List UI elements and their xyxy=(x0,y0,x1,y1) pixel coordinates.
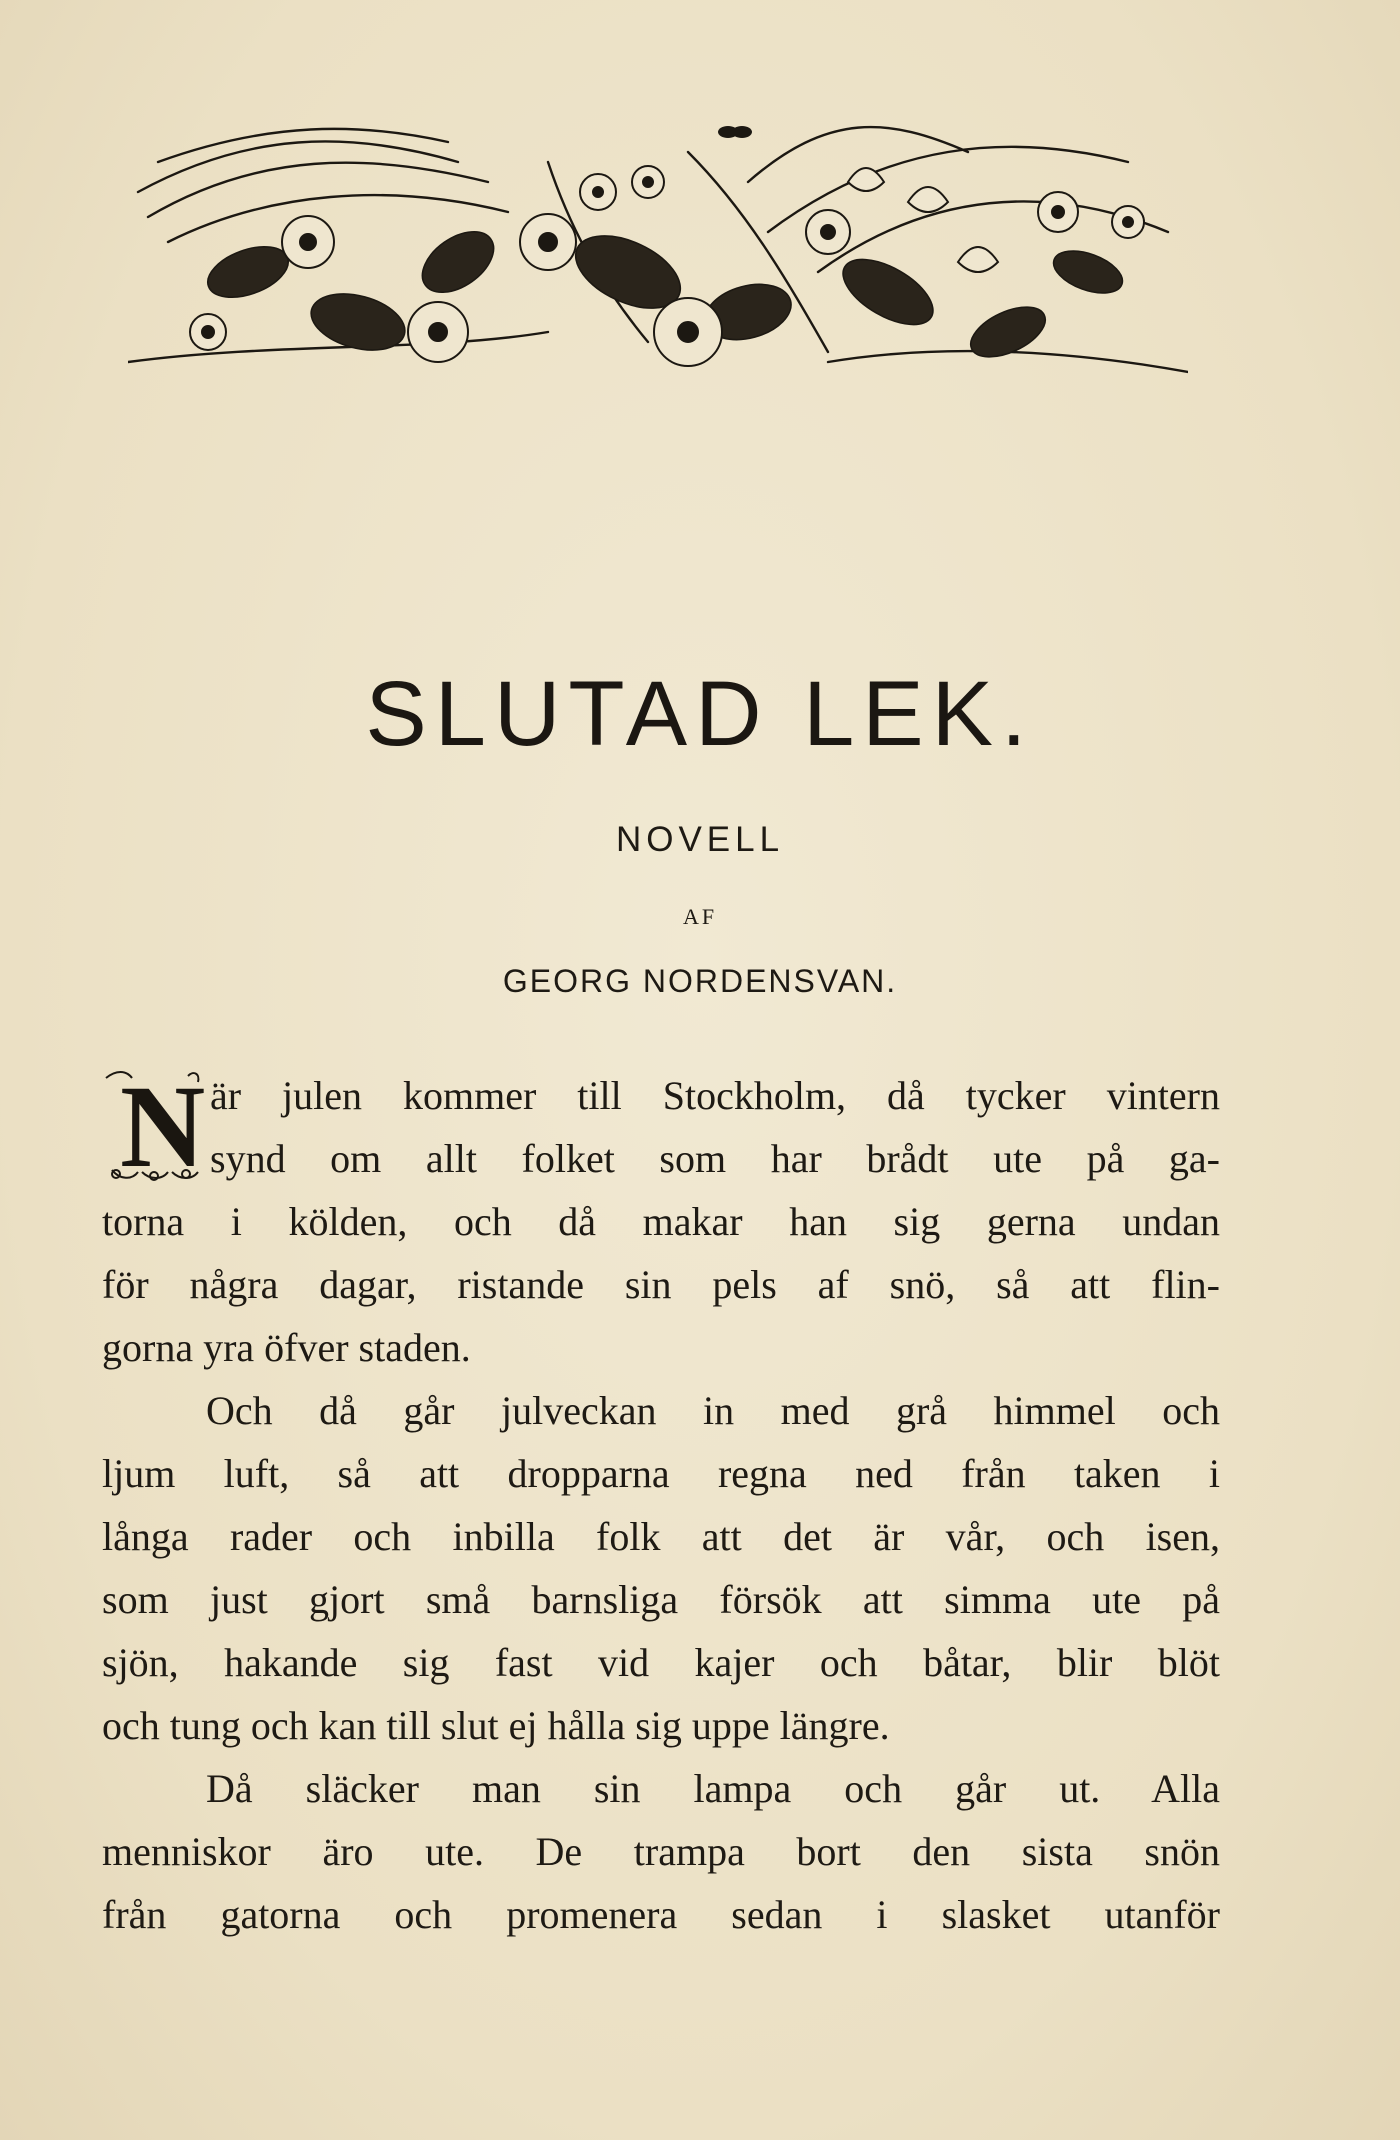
genre-label: NOVELL xyxy=(615,820,785,859)
floral-ornament-icon xyxy=(128,122,1188,384)
story-title: SLUTAD LEK. xyxy=(365,663,1035,765)
drop-cap-letter: N xyxy=(120,1061,206,1192)
text-line: menniskor äro ute. De trampa bort den sista snön xyxy=(102,1829,1220,1874)
text-line: synd om allt folket som har brådt ute på ga- xyxy=(210,1136,1220,1181)
text-line: från gatorna och promenera sedan i slasket utanför xyxy=(102,1892,1220,1937)
text-line: ljum luft, så att dropparna regna ned från taken i xyxy=(102,1451,1220,1496)
text-line: för några dagar, ristande sin pels af snö, så att flin- xyxy=(102,1262,1220,1307)
text-line: Då släcker man sin lampa och går ut. Alla xyxy=(206,1766,1220,1811)
text-line: torna i kölden, och då makar han sig gerna undan xyxy=(102,1199,1220,1244)
byline-prefix: AF xyxy=(682,904,718,929)
text-line: som just gjort små barnsliga försök att simma ute på xyxy=(102,1577,1220,1622)
text-line: och tung och kan till slut ej hålla sig uppe längre. xyxy=(102,1703,890,1748)
text-line: sjön, hakande sig fast vid kajer och båtar, blir blöt xyxy=(102,1640,1220,1685)
text-line: är julen kommer till Stockholm, då tycker vintern xyxy=(210,1073,1220,1118)
text-line: långa rader och inbilla folk att det är vår, och isen, xyxy=(102,1514,1220,1559)
author-name: GEORG NORDENSVAN. xyxy=(502,963,898,999)
story-text xyxy=(102,1061,1220,1946)
text-line: gorna yra öfver staden. xyxy=(102,1325,471,1370)
text-line: Och då går julveckan in med grå himmel och xyxy=(206,1388,1220,1433)
